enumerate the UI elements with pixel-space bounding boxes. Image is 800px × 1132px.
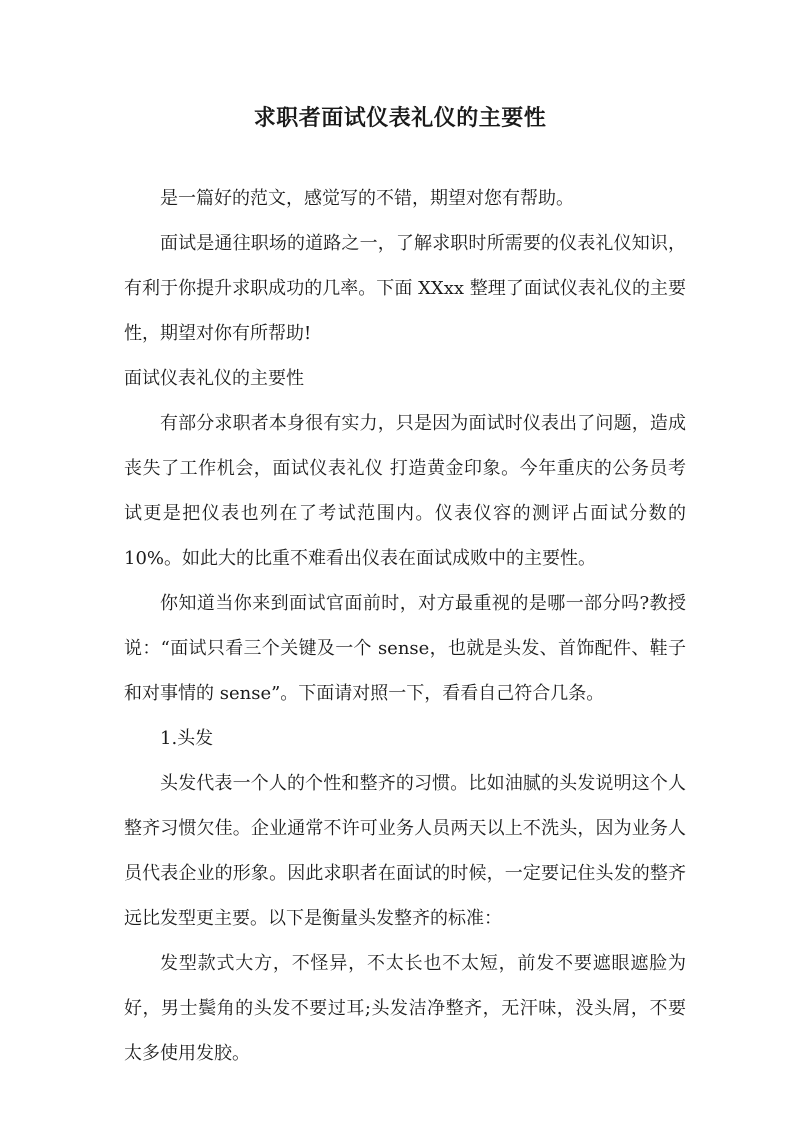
paragraph: 头发代表一个人的个性和整齐的习惯。比如油腻的头发说明这个人整齐习惯欠佳。企业通常不许可业务人员两天以上不洗头，因为业务人员代表企业的形象。因此求职者在面试的时候，一定要记住头发的整齐远比发型更主要。以下是衡量头发整齐的标准： (124, 773, 686, 929)
document-body (124, 176, 686, 1076)
paragraph: 发型款式大方，不怪异，不太长也不太短，前发不要遮眼遮脸为好，男士鬓角的头发不要过耳;头发洁净整齐，无汗味，没头屑，不要太多使用发胶。 (124, 953, 686, 1064)
paragraph: 面试是通往职场的道路之一，了解求职时所需要的仪表礼仪知识，有利于你提升求职成功的几率。下面 XXxx 整理了面试仪表礼仪的主要性，期望对你有所帮助! (124, 233, 686, 344)
document-title: 求职者面试仪表礼仪的主要性 (253, 105, 547, 131)
subsection-heading: 1.头发 (160, 728, 214, 749)
paragraph: 有部分求职者本身很有实力，只是因为面试时仪表出了问题，造成丧失了工作机会，面试仪表礼仪 打造黄金印象。今年重庆的公务员考试更是把仪表也列在了考试范围内。仪表仪容的测评占面试分数的 10%。如此大的比重不难看出仪表在面试成败中的主要性。 (124, 413, 686, 569)
section-heading: 面试仪表礼仪的主要性 (124, 368, 304, 389)
paragraph: 你知道当你来到面试官面前时，对方最重视的是哪一部分吗?教授说：“面试只看三个关键及一个 sense，也就是头发、首饰配件、鞋子和对事情的 sense”。下面请对照一下，看看自己符合几条。 (124, 593, 686, 704)
intro-paragraph: 是一篇好的范文，感觉写的不错，期望对您有帮助。 (160, 188, 574, 209)
